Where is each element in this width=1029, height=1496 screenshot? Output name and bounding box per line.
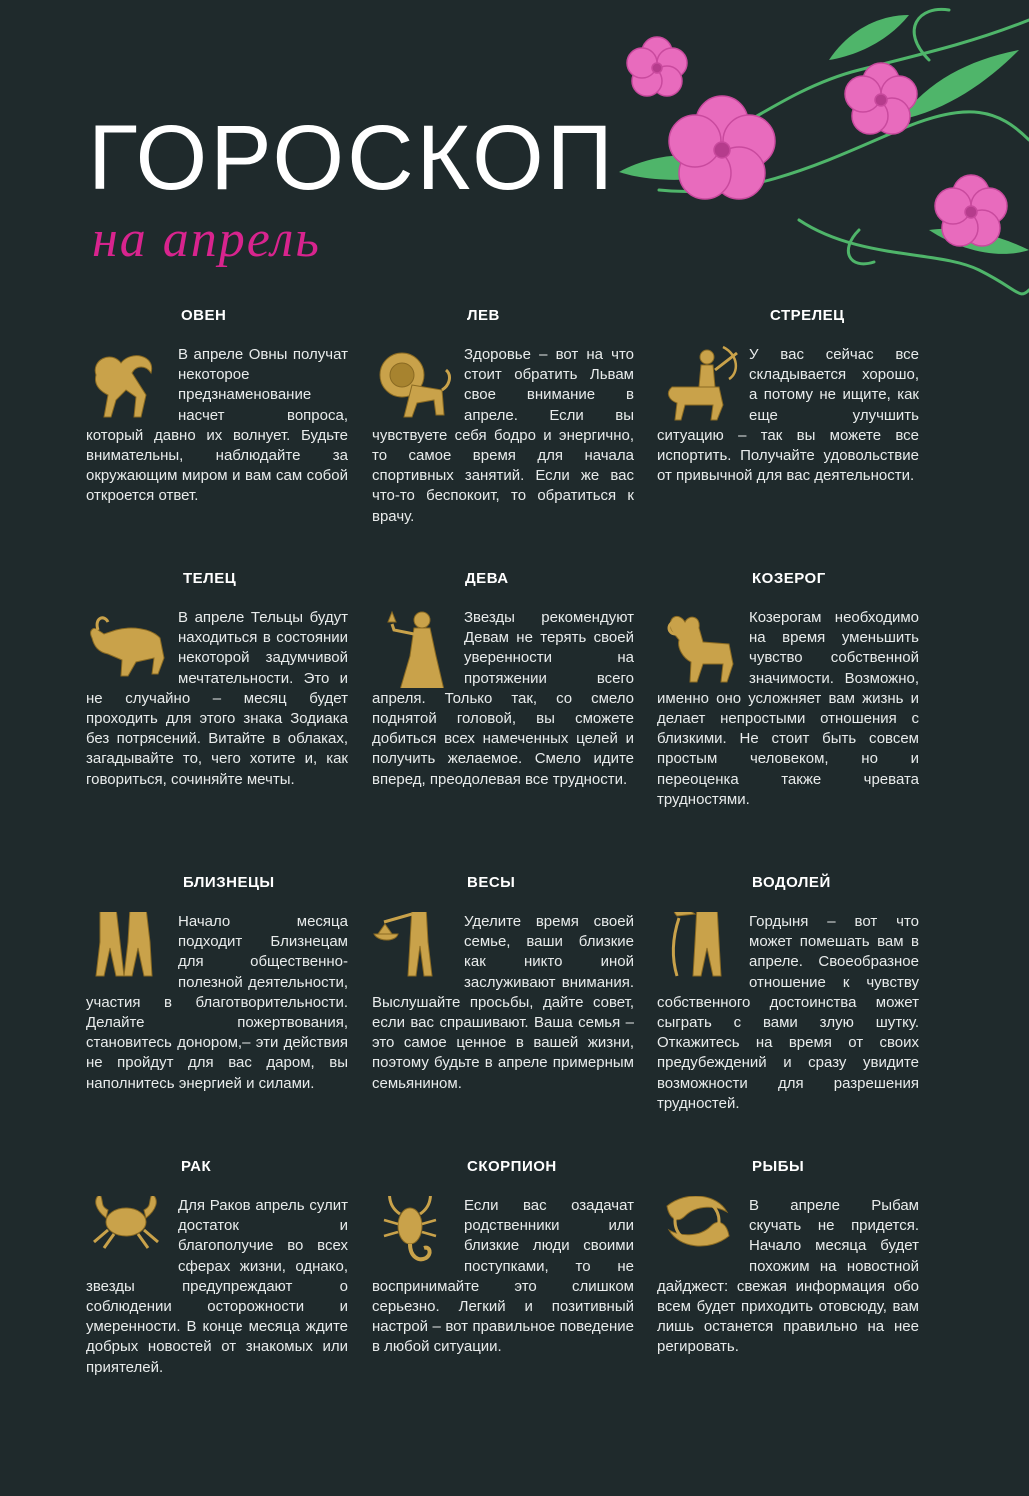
sign-name: ЛЕВ [467,307,500,324]
sign-name: ТЕЛЕЦ [183,570,237,587]
sign-name: СКОРПИОН [467,1158,557,1175]
sign-name: ВЕСЫ [467,874,516,891]
sign-name: РАК [181,1158,212,1175]
pisces-icon [657,1196,739,1276]
sign-name: ДЕВА [465,570,509,587]
sign-name: ОВЕН [181,307,227,324]
sign-text: В апреле Тельцы будут находиться в состоянии некоторой задумчивой мечтательности. Это и не случайно – месяц будет проходить для этого знака Зодиака без потрясений. Витайте в облаках, загадывайте то, чего хотите и, как говориться, сочиняйте мечты. [86,609,348,788]
cancer-icon [86,1196,168,1276]
sign-text: Для Раков апрель сулит достаток и благополучие во всех сферах жизни, однако, звезды предупреждают о соблюдении осторожности и умеренности. В конце месяца ждите добрых новостей от знакомых или приятелей. [86,1196,348,1378]
sign-text: Гордыня – вот что может помешать вам в апреле. Своеобразное отношение к чувству собственного достоинства может сыграть с вами злую шутку. Откажитесь на время от своих предубеждений и сразу увидите возможности для разрешения трудностей. [657,912,919,1114]
sign-text: Здоровье – вот на что стоит обратить Львам свое внимание в апреле. Если вы чувствуете себя бодро и энергично, то самое время для начала спортивных занятий. Если же вас что-то беспокоит, то обратиться к врачу. [372,346,634,525]
gemini-icon [86,912,168,992]
sign-text: В апреле Рыбам скучать не придется. Начало месяца будет похожим на новостной дайджест: свежая информация обо всем будет приходить отовсюду, вам лишь останется правильно на нее регировать. [657,1197,919,1356]
libra-icon [372,912,454,992]
sign-text: У вас сейчас все складывается хорошо, а потому не ищите, как еще улучшить ситуацию – так вы можете все испортить. Получайте удовольствие от привычной для вас деятельности. [657,346,919,485]
page-subtitle: на апрель [92,211,321,268]
sign-text: Уделите время своей семье, ваши близкие как никто иной заслуживают внимания. Выслушайте просьбы, дайте совет, если вас спрашивают. Ваша семья – это самое ценное в вашей жизни, поэтому будьте в апреле примерным семьянином. [372,912,634,1094]
aquarius-icon [657,912,739,992]
sign-name: ВОДОЛЕЙ [752,874,831,891]
sign-text: В апреле Овны получат некоторое предзнаменование насчет вопроса, который давно их волнует. Будьте внимательны, наблюдайте за окружающим миром и вам сам собой откроется ответ. [86,346,348,505]
sign-name: КОЗЕРОГ [752,570,826,587]
sign-text: Звезды рекомендуют Девам не терять своей уверенности на протяжении всего апреля. Только так, со смело поднятой головой, вы сможете добиться всех намеченных целей и получить желаемое. Смело идите вперед, преодолевая все трудности. [372,609,634,788]
floral-decoration [599,0,1029,300]
sign-name: РЫБЫ [752,1158,805,1175]
taurus-icon [86,608,168,688]
sagittarius-icon [657,345,739,425]
virgo-icon [372,608,454,688]
capricorn-icon [657,608,739,688]
leo-icon [372,345,454,425]
scorpio-icon [372,1196,454,1276]
sign-text: Козерогам необходимо на время уменьшить чувство собственной значимости. Возможно, именно оно усложняет вам жизнь и делает непростыми отношения с близкими. Не стоит быть совсем простым человеком, но и переоценка также чревата трудностями. [657,609,919,808]
sign-text: Если вас озадачат родственники или близкие люди своими поступками, то не воспринимайте это слишком серьезно. Легкий и позитивный настрой – вот правильное поведение в любой ситуации. [372,1196,634,1358]
sign-text: Начало месяца подходит Близнецам для общественно-полезной деятельности, участия в благотворительности. Делайте пожертвования, становитесь донором,– эти действия не пройдут для вас даром, вы наполнитесь энергией и силами. [86,912,348,1094]
aries-icon [86,345,168,425]
page-title: ГОРОСКОП [88,107,616,209]
sign-name: СТРЕЛЕЦ [770,307,845,324]
sign-name: БЛИЗНЕЦЫ [183,874,275,891]
